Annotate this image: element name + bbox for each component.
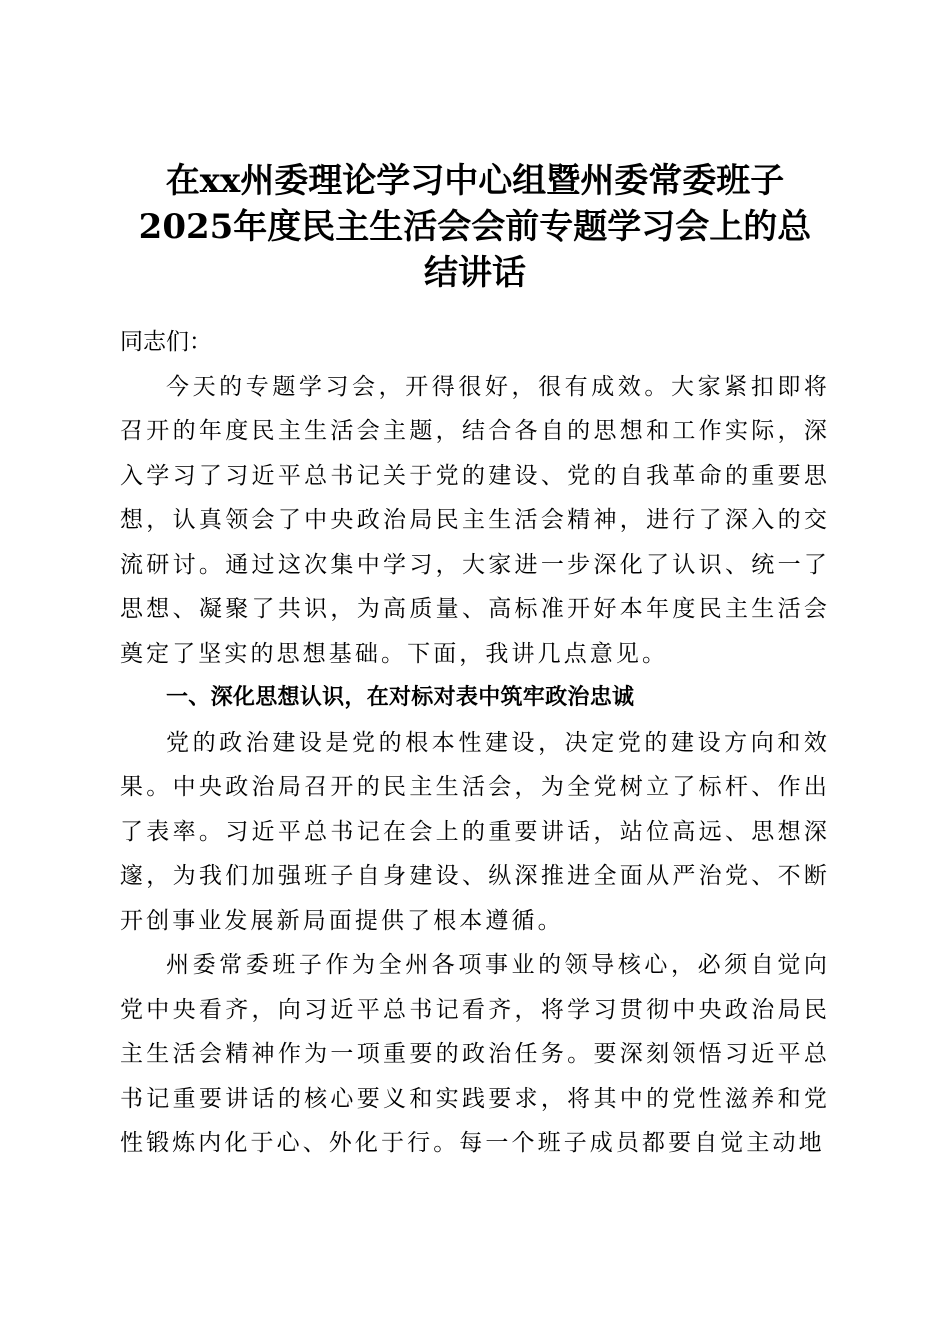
- title-line-1: 在xx州委理论学习中心组暨州委常委班子: [165, 160, 785, 201]
- document-body: [120, 320, 830, 1166]
- intro-paragraph: 今天的专题学习会，开得很好，很有成效。大家紧扣即将召开的年度民主生活会主题，结合各自的思想和工作实际，深入学习了习近平总书记关于党的建设、党的自我革命的重要思想，认真领会了中央政治局民主生活会精神，进行了深入的交流研讨。通过这次集中学习，大家进一步深化了认识、统一了思想、凝聚了共识，为高质量、高标准开好本年度民主生活会奠定了坚实的思想基础。下面，我讲几点意见。: [120, 373, 830, 667]
- title-line-3: 结讲话: [424, 252, 526, 293]
- section-1-heading: 一、深化思想认识，在对标对表中筑牢政治忠诚: [166, 685, 635, 710]
- document-title: [120, 158, 830, 296]
- section-1-paragraph-2: 州委常委班子作为全州各项事业的领导核心，必须自觉向党中央看齐，向习近平总书记看齐，将学习贯彻中央政治局民主生活会精神作为一项重要的政治任务。要深刻领悟习近平总书记重要讲话的核心要义和实践要求，将其中的党性滋养和党性锻炼内化于心、外化于行。每一个班子成员都要自觉主动地: [120, 952, 830, 1156]
- title-line-2: 2025年度民主生活会会前专题学习会上的总: [138, 206, 812, 247]
- salutation: 同志们：: [120, 329, 212, 355]
- section-1-paragraph-1: 党的政治建设是党的根本性建设，决定党的建设方向和效果。中央政治局召开的民主生活会，为全党树立了标杆、作出了表率。习近平总书记在会上的重要讲话，站位高远、思想深邃，为我们加强班子自身建设、纵深推进全面从严治党、不断开创事业发展新局面提供了根本遵循。: [120, 729, 830, 934]
